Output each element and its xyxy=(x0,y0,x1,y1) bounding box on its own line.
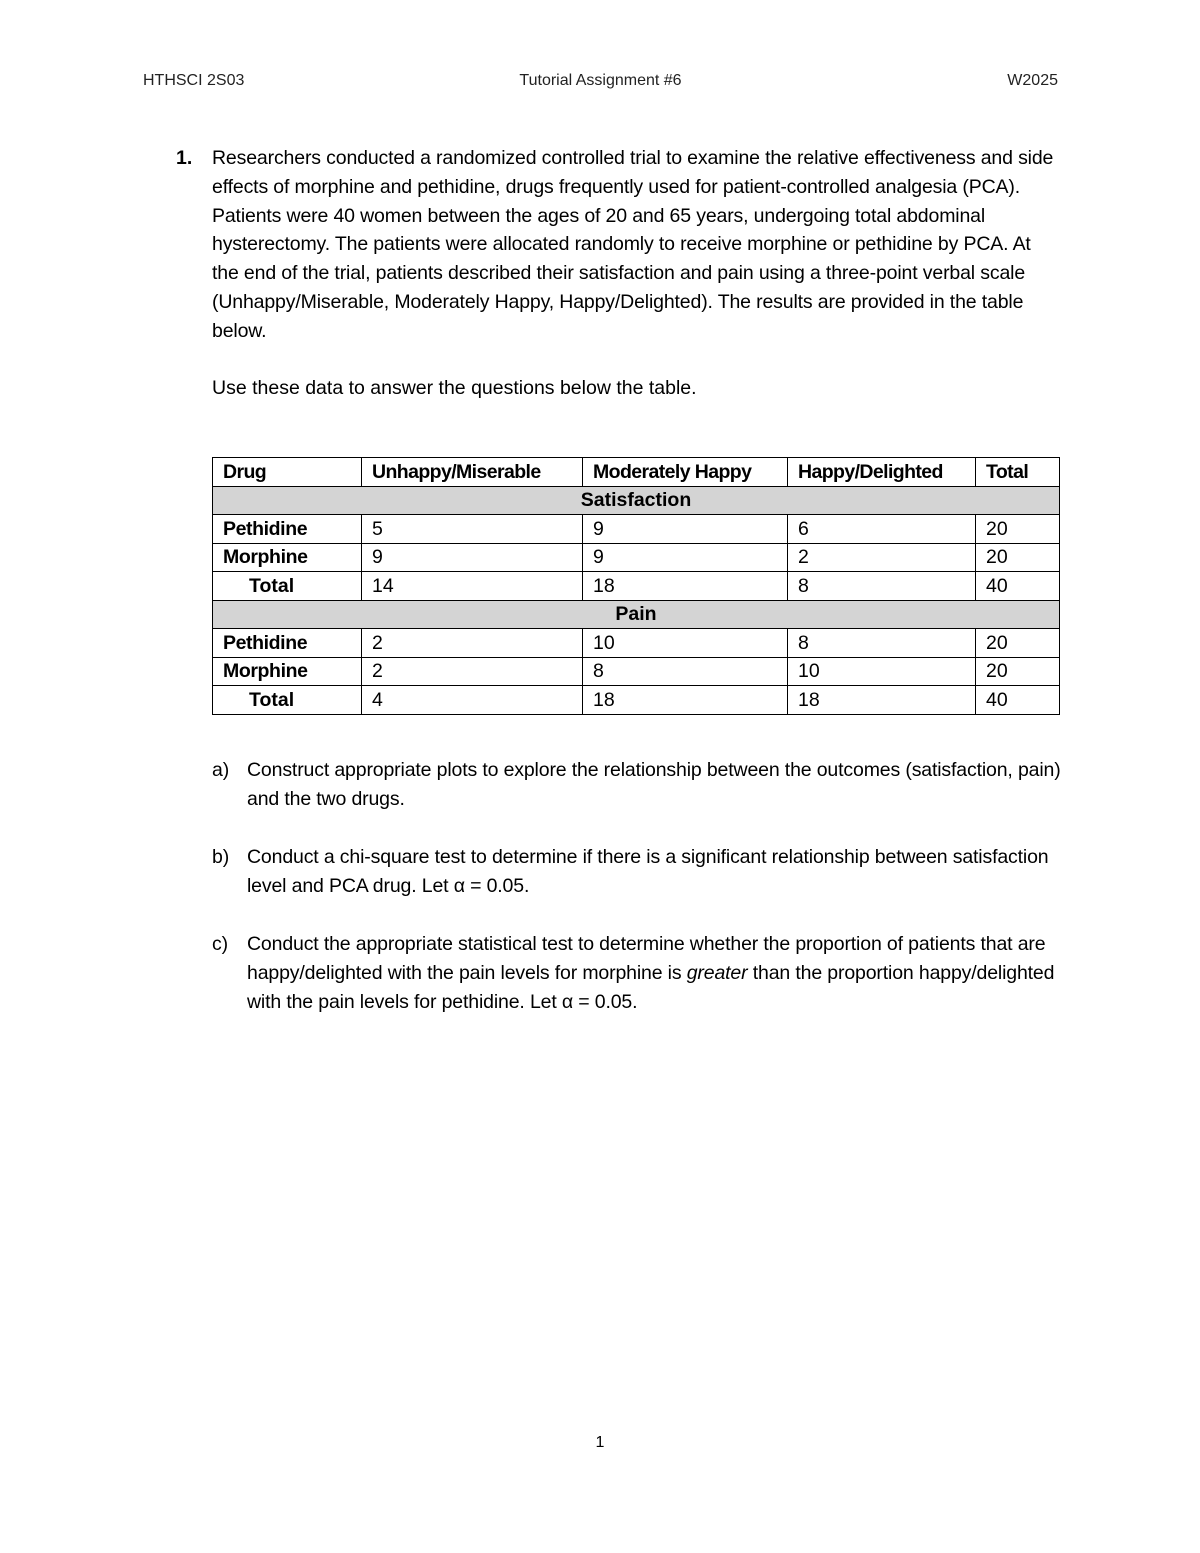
table-cell: 20 xyxy=(976,543,1060,572)
subquestion-label: c) xyxy=(212,933,228,955)
subquestion-c xyxy=(212,930,1072,1017)
header-course-code: HTHSCI 2S03 xyxy=(143,72,245,89)
table-cell: 2 xyxy=(362,657,583,686)
column-header-happy: Happy/Delighted xyxy=(788,458,976,487)
table-cell: 6 xyxy=(788,515,976,544)
table-cell: 9 xyxy=(362,543,583,572)
question-number: 1. xyxy=(176,147,193,169)
column-header-total: Total xyxy=(976,458,1060,487)
table-cell: 4 xyxy=(362,686,583,715)
table-cell: 14 xyxy=(362,572,583,601)
section-row-satisfaction xyxy=(213,486,1060,515)
table-row xyxy=(213,686,1060,715)
subquestion-label: a) xyxy=(212,759,230,781)
row-label-total: Total xyxy=(213,572,362,601)
table-row xyxy=(213,572,1060,601)
section-title: Satisfaction xyxy=(213,486,1060,515)
table-cell: 40 xyxy=(976,572,1060,601)
question-1 xyxy=(176,144,1066,402)
question-paragraph: Researchers conducted a randomized controlled trial to examine the relative effectiveness and side effects of morphine and pethidine, drugs frequently used for patient-controlled analgesia (PCA). Patients were 40 women between the ages of 20 and 65 years, undergoing total abdominal hysterectomy. The patients were allocated randomly to receive morphine or pethidine by PCA. At the end of the trial, patients described their satisfaction and pain using a three-point verbal scale (Unhappy/Miserable, Moderately Happy, Happy/Delighted). The results are provided in the table below. xyxy=(212,147,1054,342)
subquestion-a xyxy=(212,756,1072,814)
question-body xyxy=(212,144,1062,402)
table-cell: 20 xyxy=(976,657,1060,686)
table-row xyxy=(213,657,1060,686)
header-term: W2025 xyxy=(1007,72,1058,89)
table-cell: 8 xyxy=(788,629,976,658)
table-cell: 20 xyxy=(976,629,1060,658)
results-table xyxy=(212,457,1060,715)
table-cell: 9 xyxy=(583,543,788,572)
table-cell: 8 xyxy=(788,572,976,601)
table-cell: 10 xyxy=(583,629,788,658)
table-row xyxy=(213,629,1060,658)
subquestion-emphasis: greater xyxy=(686,962,748,984)
table-cell: 2 xyxy=(362,629,583,658)
page-header xyxy=(143,72,1058,96)
table-cell: 18 xyxy=(788,686,976,715)
table-cell: 18 xyxy=(583,686,788,715)
subquestion-text-end: than the proportion happy/delighted with the pain levels for pethidine. Let α = 0.05. xyxy=(247,962,1055,1013)
section-title: Pain xyxy=(213,600,1060,629)
table-cell: 8 xyxy=(583,657,788,686)
table-cell: 40 xyxy=(976,686,1060,715)
column-header-moderately-happy: Moderately Happy xyxy=(583,458,788,487)
table-cell: 18 xyxy=(583,572,788,601)
subquestion-text: Conduct a chi-square test to determine if there is a significant relationship between satisfaction level and PCA drug. Let α = 0.05. xyxy=(247,846,1049,897)
subquestion-b xyxy=(212,843,1072,901)
subquestion-list xyxy=(212,756,1072,1046)
row-label: Pethidine xyxy=(213,629,362,658)
row-label: Morphine xyxy=(213,657,362,686)
table-cell: 10 xyxy=(788,657,976,686)
table-header-row xyxy=(213,458,1060,487)
page-number: 1 xyxy=(595,1434,605,1451)
table-cell: 5 xyxy=(362,515,583,544)
header-assignment-title: Tutorial Assignment #6 xyxy=(519,72,682,89)
table-cell: 20 xyxy=(976,515,1060,544)
table-cell: 9 xyxy=(583,515,788,544)
subquestion-text: Construct appropriate plots to explore the relationship between the outcomes (satisfaction, pain) and the two drugs. xyxy=(247,759,1061,810)
table-cell: 2 xyxy=(788,543,976,572)
question-instruction: Use these data to answer the questions below the table. xyxy=(212,376,697,399)
table-row xyxy=(213,515,1060,544)
table-row xyxy=(213,543,1060,572)
subquestion-label: b) xyxy=(212,846,230,868)
row-label: Pethidine xyxy=(213,515,362,544)
column-header-drug: Drug xyxy=(213,458,362,487)
column-header-unhappy: Unhappy/Miserable xyxy=(362,458,583,487)
row-label-total: Total xyxy=(213,686,362,715)
subquestion-text-start: Conduct the appropriate statistical test to determine whether the proportion of patients that are happy/delighted with the pain levels for morphine is xyxy=(247,933,1046,984)
section-row-pain xyxy=(213,600,1060,629)
row-label: Morphine xyxy=(213,543,362,572)
